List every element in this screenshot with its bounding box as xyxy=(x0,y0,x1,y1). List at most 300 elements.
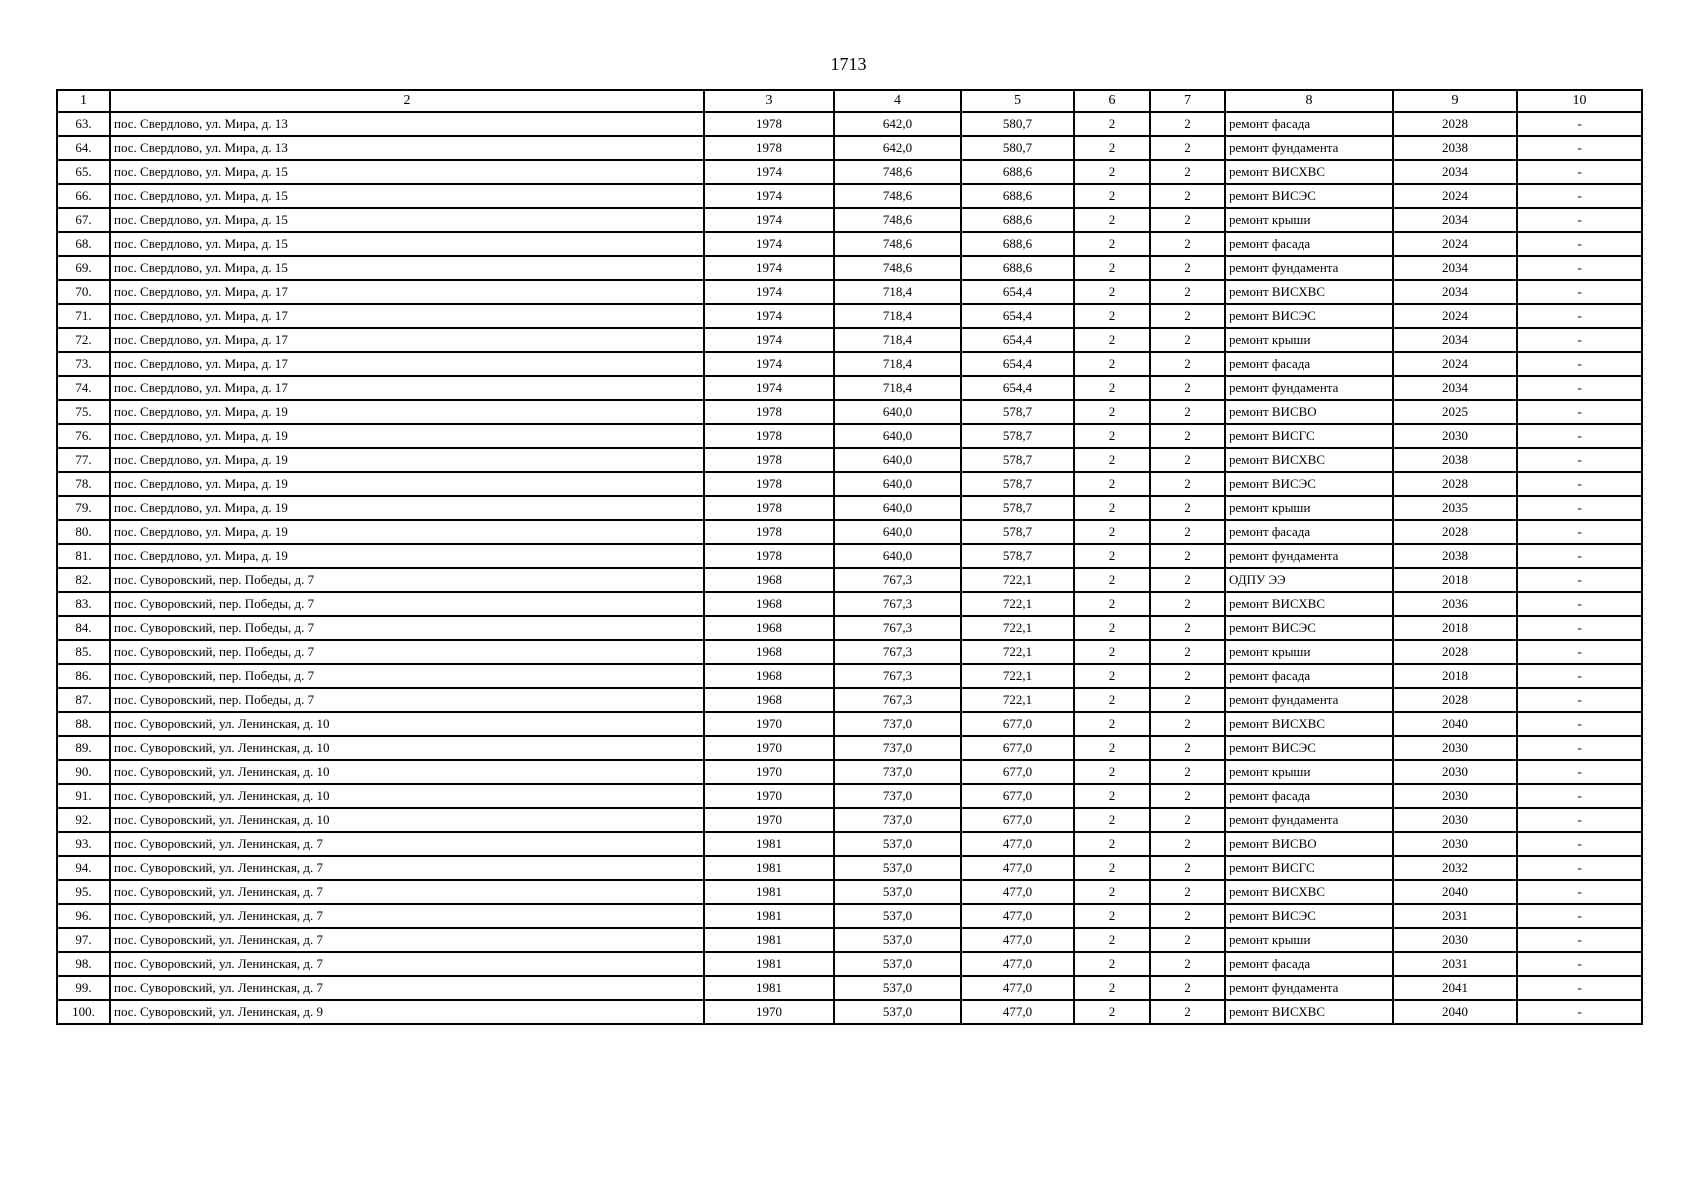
cell-total-area: 537,0 xyxy=(834,976,961,1000)
cell-address: пос. Суворовский, пер. Победы, д. 7 xyxy=(110,568,704,592)
cell-living-area: 477,0 xyxy=(961,976,1074,1000)
cell-planned-year: 2028 xyxy=(1393,472,1517,496)
table-row xyxy=(57,904,1642,928)
cell-floors: 2 xyxy=(1074,784,1150,808)
cell-address: пос. Свердлово, ул. Мира, д. 19 xyxy=(110,448,704,472)
cell-note: - xyxy=(1517,808,1642,832)
cell-floors: 2 xyxy=(1074,352,1150,376)
cell-planned-year: 2040 xyxy=(1393,1000,1517,1024)
cell-entrances: 2 xyxy=(1150,544,1225,568)
cell-planned-year: 2031 xyxy=(1393,952,1517,976)
cell-planned-year: 2034 xyxy=(1393,376,1517,400)
cell-work-type: ремонт фасада xyxy=(1225,112,1393,136)
cell-total-area: 737,0 xyxy=(834,760,961,784)
cell-living-area: 722,1 xyxy=(961,592,1074,616)
cell-address: пос. Свердлово, ул. Мира, д. 15 xyxy=(110,256,704,280)
cell-planned-year: 2032 xyxy=(1393,856,1517,880)
cell-entrances: 2 xyxy=(1150,520,1225,544)
cell-year-built: 1970 xyxy=(704,808,834,832)
cell-entrances: 2 xyxy=(1150,736,1225,760)
cell-floors: 2 xyxy=(1074,832,1150,856)
cell-row-number: 63. xyxy=(57,112,110,136)
cell-floors: 2 xyxy=(1074,1000,1150,1024)
cell-address: пос. Свердлово, ул. Мира, д. 19 xyxy=(110,400,704,424)
cell-entrances: 2 xyxy=(1150,856,1225,880)
cell-living-area: 578,7 xyxy=(961,424,1074,448)
cell-floors: 2 xyxy=(1074,256,1150,280)
cell-entrances: 2 xyxy=(1150,1000,1225,1024)
cell-floors: 2 xyxy=(1074,232,1150,256)
cell-note: - xyxy=(1517,280,1642,304)
cell-row-number: 90. xyxy=(57,760,110,784)
cell-year-built: 1974 xyxy=(704,232,834,256)
cell-work-type: ремонт фундамента xyxy=(1225,688,1393,712)
table-row xyxy=(57,928,1642,952)
cell-year-built: 1978 xyxy=(704,112,834,136)
cell-planned-year: 2018 xyxy=(1393,664,1517,688)
cell-floors: 2 xyxy=(1074,952,1150,976)
cell-total-area: 737,0 xyxy=(834,784,961,808)
cell-entrances: 2 xyxy=(1150,208,1225,232)
cell-planned-year: 2025 xyxy=(1393,400,1517,424)
cell-address: пос. Суворовский, ул. Ленинская, д. 7 xyxy=(110,928,704,952)
cell-planned-year: 2030 xyxy=(1393,736,1517,760)
cell-note: - xyxy=(1517,328,1642,352)
cell-note: - xyxy=(1517,928,1642,952)
cell-row-number: 92. xyxy=(57,808,110,832)
table-row xyxy=(57,808,1642,832)
cell-year-built: 1981 xyxy=(704,904,834,928)
cell-floors: 2 xyxy=(1074,808,1150,832)
cell-address: пос. Суворовский, ул. Ленинская, д. 7 xyxy=(110,856,704,880)
cell-year-built: 1968 xyxy=(704,592,834,616)
cell-floors: 2 xyxy=(1074,616,1150,640)
cell-entrances: 2 xyxy=(1150,808,1225,832)
cell-planned-year: 2041 xyxy=(1393,976,1517,1000)
column-header-5: 5 xyxy=(961,90,1074,112)
cell-floors: 2 xyxy=(1074,448,1150,472)
cell-address: пос. Суворовский, ул. Ленинская, д. 10 xyxy=(110,736,704,760)
table-row xyxy=(57,136,1642,160)
cell-planned-year: 2018 xyxy=(1393,568,1517,592)
cell-row-number: 71. xyxy=(57,304,110,328)
cell-floors: 2 xyxy=(1074,856,1150,880)
cell-row-number: 81. xyxy=(57,544,110,568)
cell-planned-year: 2035 xyxy=(1393,496,1517,520)
cell-total-area: 537,0 xyxy=(834,856,961,880)
cell-planned-year: 2034 xyxy=(1393,328,1517,352)
cell-total-area: 718,4 xyxy=(834,280,961,304)
cell-entrances: 2 xyxy=(1150,664,1225,688)
cell-total-area: 537,0 xyxy=(834,904,961,928)
cell-row-number: 97. xyxy=(57,928,110,952)
cell-year-built: 1981 xyxy=(704,880,834,904)
cell-floors: 2 xyxy=(1074,592,1150,616)
cell-total-area: 537,0 xyxy=(834,928,961,952)
cell-address: пос. Суворовский, пер. Победы, д. 7 xyxy=(110,664,704,688)
cell-address: пос. Суворовский, ул. Ленинская, д. 7 xyxy=(110,904,704,928)
cell-row-number: 96. xyxy=(57,904,110,928)
cell-row-number: 93. xyxy=(57,832,110,856)
table-row xyxy=(57,280,1642,304)
cell-work-type: ремонт крыши xyxy=(1225,640,1393,664)
cell-row-number: 67. xyxy=(57,208,110,232)
cell-living-area: 688,6 xyxy=(961,184,1074,208)
cell-planned-year: 2030 xyxy=(1393,832,1517,856)
cell-total-area: 640,0 xyxy=(834,424,961,448)
cell-year-built: 1974 xyxy=(704,280,834,304)
cell-total-area: 640,0 xyxy=(834,520,961,544)
table-row xyxy=(57,856,1642,880)
cell-year-built: 1968 xyxy=(704,616,834,640)
cell-total-area: 767,3 xyxy=(834,664,961,688)
cell-address: пос. Свердлово, ул. Мира, д. 19 xyxy=(110,520,704,544)
cell-entrances: 2 xyxy=(1150,256,1225,280)
cell-address: пос. Свердлово, ул. Мира, д. 17 xyxy=(110,328,704,352)
cell-living-area: 677,0 xyxy=(961,784,1074,808)
column-header-3: 3 xyxy=(704,90,834,112)
table-row xyxy=(57,880,1642,904)
cell-address: пос. Свердлово, ул. Мира, д. 15 xyxy=(110,208,704,232)
cell-work-type: ремонт крыши xyxy=(1225,496,1393,520)
cell-entrances: 2 xyxy=(1150,352,1225,376)
cell-planned-year: 2030 xyxy=(1393,760,1517,784)
cell-year-built: 1968 xyxy=(704,664,834,688)
cell-floors: 2 xyxy=(1074,376,1150,400)
cell-living-area: 578,7 xyxy=(961,520,1074,544)
cell-address: пос. Свердлово, ул. Мира, д. 19 xyxy=(110,496,704,520)
cell-living-area: 688,6 xyxy=(961,256,1074,280)
table-row xyxy=(57,568,1642,592)
cell-entrances: 2 xyxy=(1150,448,1225,472)
table-row xyxy=(57,760,1642,784)
cell-work-type: ремонт крыши xyxy=(1225,208,1393,232)
cell-living-area: 578,7 xyxy=(961,448,1074,472)
cell-entrances: 2 xyxy=(1150,160,1225,184)
cell-year-built: 1974 xyxy=(704,208,834,232)
cell-row-number: 75. xyxy=(57,400,110,424)
cell-planned-year: 2030 xyxy=(1393,928,1517,952)
cell-year-built: 1970 xyxy=(704,736,834,760)
cell-planned-year: 2024 xyxy=(1393,184,1517,208)
table-row xyxy=(57,976,1642,1000)
table-row xyxy=(57,424,1642,448)
cell-planned-year: 2028 xyxy=(1393,688,1517,712)
cell-address: пос. Свердлово, ул. Мира, д. 17 xyxy=(110,376,704,400)
cell-address: пос. Суворовский, ул. Ленинская, д. 10 xyxy=(110,760,704,784)
cell-note: - xyxy=(1517,400,1642,424)
column-header-7: 7 xyxy=(1150,90,1225,112)
cell-planned-year: 2028 xyxy=(1393,520,1517,544)
cell-row-number: 64. xyxy=(57,136,110,160)
cell-year-built: 1968 xyxy=(704,568,834,592)
cell-row-number: 83. xyxy=(57,592,110,616)
cell-note: - xyxy=(1517,496,1642,520)
cell-work-type: ремонт фундамента xyxy=(1225,136,1393,160)
cell-note: - xyxy=(1517,208,1642,232)
table-row xyxy=(57,544,1642,568)
cell-total-area: 767,3 xyxy=(834,592,961,616)
table-row xyxy=(57,184,1642,208)
cell-entrances: 2 xyxy=(1150,424,1225,448)
cell-floors: 2 xyxy=(1074,736,1150,760)
cell-living-area: 578,7 xyxy=(961,544,1074,568)
cell-row-number: 72. xyxy=(57,328,110,352)
cell-note: - xyxy=(1517,712,1642,736)
cell-living-area: 688,6 xyxy=(961,232,1074,256)
cell-work-type: ремонт фасада xyxy=(1225,664,1393,688)
cell-note: - xyxy=(1517,568,1642,592)
column-header-10: 10 xyxy=(1517,90,1642,112)
cell-work-type: ремонт ВИСХВС xyxy=(1225,592,1393,616)
cell-entrances: 2 xyxy=(1150,952,1225,976)
cell-address: пос. Свердлово, ул. Мира, д. 15 xyxy=(110,160,704,184)
cell-living-area: 654,4 xyxy=(961,352,1074,376)
cell-living-area: 580,7 xyxy=(961,136,1074,160)
cell-total-area: 748,6 xyxy=(834,208,961,232)
table-row xyxy=(57,1000,1642,1024)
cell-total-area: 767,3 xyxy=(834,640,961,664)
cell-note: - xyxy=(1517,952,1642,976)
cell-entrances: 2 xyxy=(1150,640,1225,664)
cell-work-type: ремонт ВИСЭС xyxy=(1225,472,1393,496)
table-row xyxy=(57,640,1642,664)
cell-floors: 2 xyxy=(1074,136,1150,160)
cell-total-area: 748,6 xyxy=(834,256,961,280)
cell-total-area: 642,0 xyxy=(834,112,961,136)
cell-work-type: ремонт ВИСХВС xyxy=(1225,448,1393,472)
cell-floors: 2 xyxy=(1074,880,1150,904)
cell-living-area: 654,4 xyxy=(961,304,1074,328)
table-row xyxy=(57,448,1642,472)
cell-total-area: 537,0 xyxy=(834,880,961,904)
cell-planned-year: 2030 xyxy=(1393,424,1517,448)
cell-address: пос. Свердлово, ул. Мира, д. 13 xyxy=(110,136,704,160)
cell-planned-year: 2038 xyxy=(1393,448,1517,472)
cell-row-number: 91. xyxy=(57,784,110,808)
cell-address: пос. Суворовский, ул. Ленинская, д. 7 xyxy=(110,952,704,976)
cell-row-number: 77. xyxy=(57,448,110,472)
cell-work-type: ремонт ВИСЭС xyxy=(1225,736,1393,760)
cell-entrances: 2 xyxy=(1150,136,1225,160)
table-row xyxy=(57,952,1642,976)
cell-work-type: ремонт ВИСВО xyxy=(1225,400,1393,424)
cell-address: пос. Свердлово, ул. Мира, д. 17 xyxy=(110,352,704,376)
cell-planned-year: 2018 xyxy=(1393,616,1517,640)
cell-total-area: 748,6 xyxy=(834,184,961,208)
table-row xyxy=(57,352,1642,376)
cell-floors: 2 xyxy=(1074,904,1150,928)
cell-work-type: ремонт фасада xyxy=(1225,352,1393,376)
cell-note: - xyxy=(1517,520,1642,544)
cell-entrances: 2 xyxy=(1150,616,1225,640)
cell-row-number: 65. xyxy=(57,160,110,184)
cell-floors: 2 xyxy=(1074,400,1150,424)
cell-row-number: 88. xyxy=(57,712,110,736)
cell-work-type: ремонт ВИСГС xyxy=(1225,424,1393,448)
cell-floors: 2 xyxy=(1074,112,1150,136)
cell-living-area: 477,0 xyxy=(961,880,1074,904)
cell-living-area: 688,6 xyxy=(961,208,1074,232)
cell-living-area: 578,7 xyxy=(961,400,1074,424)
cell-planned-year: 2040 xyxy=(1393,880,1517,904)
cell-address: пос. Свердлово, ул. Мира, д. 17 xyxy=(110,280,704,304)
cell-total-area: 718,4 xyxy=(834,352,961,376)
cell-address: пос. Суворовский, ул. Ленинская, д. 10 xyxy=(110,808,704,832)
table-row xyxy=(57,232,1642,256)
cell-entrances: 2 xyxy=(1150,688,1225,712)
column-header-6: 6 xyxy=(1074,90,1150,112)
cell-note: - xyxy=(1517,544,1642,568)
cell-planned-year: 2038 xyxy=(1393,544,1517,568)
table-row xyxy=(57,712,1642,736)
cell-note: - xyxy=(1517,592,1642,616)
cell-note: - xyxy=(1517,136,1642,160)
cell-entrances: 2 xyxy=(1150,880,1225,904)
cell-total-area: 640,0 xyxy=(834,472,961,496)
cell-row-number: 89. xyxy=(57,736,110,760)
table-row xyxy=(57,112,1642,136)
cell-work-type: ремонт ВИСЭС xyxy=(1225,304,1393,328)
cell-year-built: 1974 xyxy=(704,328,834,352)
column-header-9: 9 xyxy=(1393,90,1517,112)
cell-row-number: 98. xyxy=(57,952,110,976)
cell-planned-year: 2034 xyxy=(1393,160,1517,184)
cell-year-built: 1974 xyxy=(704,352,834,376)
cell-living-area: 677,0 xyxy=(961,712,1074,736)
cell-living-area: 654,4 xyxy=(961,328,1074,352)
cell-work-type: ремонт ВИСЭС xyxy=(1225,904,1393,928)
cell-entrances: 2 xyxy=(1150,112,1225,136)
cell-note: - xyxy=(1517,904,1642,928)
cell-entrances: 2 xyxy=(1150,976,1225,1000)
cell-row-number: 78. xyxy=(57,472,110,496)
cell-year-built: 1978 xyxy=(704,424,834,448)
cell-year-built: 1981 xyxy=(704,976,834,1000)
cell-year-built: 1978 xyxy=(704,400,834,424)
cell-address: пос. Суворовский, ул. Ленинская, д. 10 xyxy=(110,784,704,808)
cell-year-built: 1978 xyxy=(704,136,834,160)
cell-planned-year: 2034 xyxy=(1393,256,1517,280)
cell-year-built: 1970 xyxy=(704,712,834,736)
table-row xyxy=(57,688,1642,712)
cell-entrances: 2 xyxy=(1150,832,1225,856)
cell-entrances: 2 xyxy=(1150,784,1225,808)
cell-work-type: ремонт фундамента xyxy=(1225,544,1393,568)
table-row xyxy=(57,304,1642,328)
cell-planned-year: 2030 xyxy=(1393,808,1517,832)
cell-entrances: 2 xyxy=(1150,904,1225,928)
cell-address: пос. Свердлово, ул. Мира, д. 15 xyxy=(110,184,704,208)
cell-note: - xyxy=(1517,616,1642,640)
cell-work-type: ремонт крыши xyxy=(1225,328,1393,352)
cell-floors: 2 xyxy=(1074,928,1150,952)
table-row xyxy=(57,784,1642,808)
cell-total-area: 640,0 xyxy=(834,496,961,520)
cell-living-area: 477,0 xyxy=(961,904,1074,928)
cell-note: - xyxy=(1517,880,1642,904)
cell-row-number: 82. xyxy=(57,568,110,592)
cell-entrances: 2 xyxy=(1150,592,1225,616)
cell-year-built: 1978 xyxy=(704,520,834,544)
cell-planned-year: 2030 xyxy=(1393,784,1517,808)
cell-address: пос. Суворовский, ул. Ленинская, д. 9 xyxy=(110,1000,704,1024)
column-header-4: 4 xyxy=(834,90,961,112)
cell-row-number: 84. xyxy=(57,616,110,640)
cell-entrances: 2 xyxy=(1150,928,1225,952)
cell-floors: 2 xyxy=(1074,568,1150,592)
cell-work-type: ремонт фундамента xyxy=(1225,256,1393,280)
cell-row-number: 100. xyxy=(57,1000,110,1024)
table-row xyxy=(57,328,1642,352)
repair-schedule-table xyxy=(56,89,1643,1025)
cell-floors: 2 xyxy=(1074,520,1150,544)
cell-living-area: 677,0 xyxy=(961,736,1074,760)
cell-floors: 2 xyxy=(1074,640,1150,664)
cell-row-number: 85. xyxy=(57,640,110,664)
cell-work-type: ремонт крыши xyxy=(1225,760,1393,784)
cell-living-area: 654,4 xyxy=(961,280,1074,304)
cell-work-type: ремонт ВИСВО xyxy=(1225,832,1393,856)
cell-living-area: 722,1 xyxy=(961,616,1074,640)
cell-row-number: 87. xyxy=(57,688,110,712)
cell-total-area: 537,0 xyxy=(834,952,961,976)
cell-entrances: 2 xyxy=(1150,400,1225,424)
cell-living-area: 477,0 xyxy=(961,952,1074,976)
cell-work-type: ремонт ВИСЭС xyxy=(1225,184,1393,208)
cell-year-built: 1970 xyxy=(704,760,834,784)
table-row xyxy=(57,256,1642,280)
cell-entrances: 2 xyxy=(1150,568,1225,592)
cell-floors: 2 xyxy=(1074,712,1150,736)
cell-entrances: 2 xyxy=(1150,376,1225,400)
cell-living-area: 578,7 xyxy=(961,496,1074,520)
cell-note: - xyxy=(1517,856,1642,880)
cell-floors: 2 xyxy=(1074,496,1150,520)
cell-address: пос. Свердлово, ул. Мира, д. 15 xyxy=(110,232,704,256)
cell-note: - xyxy=(1517,376,1642,400)
cell-year-built: 1981 xyxy=(704,952,834,976)
cell-total-area: 537,0 xyxy=(834,1000,961,1024)
cell-living-area: 677,0 xyxy=(961,808,1074,832)
cell-note: - xyxy=(1517,664,1642,688)
cell-total-area: 718,4 xyxy=(834,376,961,400)
cell-row-number: 70. xyxy=(57,280,110,304)
cell-note: - xyxy=(1517,184,1642,208)
cell-work-type: ОДПУ ЭЭ xyxy=(1225,568,1393,592)
cell-address: пос. Суворовский, ул. Ленинская, д. 7 xyxy=(110,976,704,1000)
cell-work-type: ремонт фасада xyxy=(1225,784,1393,808)
cell-planned-year: 2038 xyxy=(1393,136,1517,160)
cell-work-type: ремонт фасада xyxy=(1225,520,1393,544)
cell-entrances: 2 xyxy=(1150,760,1225,784)
cell-floors: 2 xyxy=(1074,280,1150,304)
cell-entrances: 2 xyxy=(1150,184,1225,208)
cell-work-type: ремонт ВИСХВС xyxy=(1225,712,1393,736)
cell-row-number: 80. xyxy=(57,520,110,544)
cell-row-number: 69. xyxy=(57,256,110,280)
cell-floors: 2 xyxy=(1074,160,1150,184)
cell-year-built: 1968 xyxy=(704,688,834,712)
cell-total-area: 767,3 xyxy=(834,616,961,640)
cell-entrances: 2 xyxy=(1150,496,1225,520)
cell-row-number: 86. xyxy=(57,664,110,688)
cell-total-area: 640,0 xyxy=(834,448,961,472)
cell-address: пос. Свердлово, ул. Мира, д. 19 xyxy=(110,424,704,448)
cell-living-area: 722,1 xyxy=(961,664,1074,688)
cell-work-type: ремонт фасада xyxy=(1225,232,1393,256)
cell-note: - xyxy=(1517,976,1642,1000)
